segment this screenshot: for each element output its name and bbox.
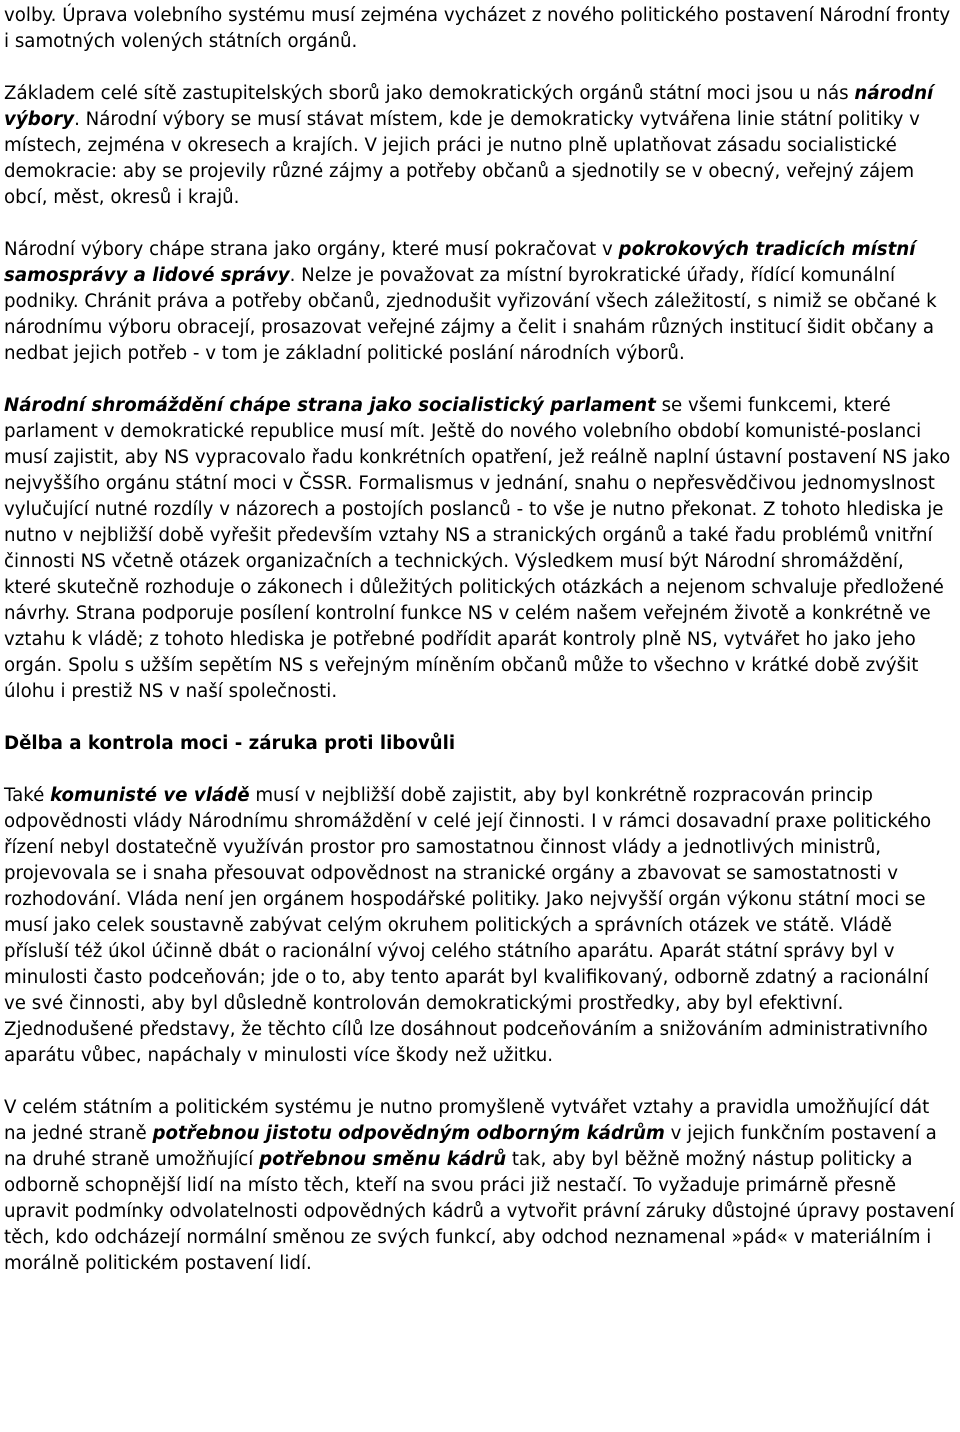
paragraph-gap <box>4 211 956 237</box>
paragraph-gap <box>4 55 956 81</box>
paragraph-gap <box>4 1069 956 1095</box>
paragraph-text: V celém státním a politickém systému je nutno promyšleně vytvářet vztahy a pravidla umožňující dát na jedné straně <box>4 1097 930 1144</box>
emphasis-text: Národní shromáždění chápe strana jako socialistický parlament <box>4 395 656 416</box>
paragraph-narodni-vybory-role <box>4 237 956 367</box>
paragraph-text: Národní výbory chápe strana jako orgány, které musí pokračovat v <box>4 239 619 260</box>
paragraph-text: Základem celé sítě zastupitelských sborů jako demokratických orgánů státní moci jsou u nás <box>4 83 855 104</box>
emphasis-text: potřebnou jistotu odpovědným odborným kádrům <box>152 1123 665 1144</box>
paragraph-text: volby. Úprava volebního systému musí zejména vycházet z nového politického postavení Národní fronty i samotných volených státních orgánů. <box>4 5 951 52</box>
paragraph-text: se všemi funkcemi, které parlament v demokratické republice musí mít. Ještě do nového volebního období komunisté-poslanci musí zajistit, aby NS vypracovalo řadu konkrétních opatření, jež reálně naplní ústavní postavení NS jako nejvyššího orgánu státní moci v ČSSR. Formalismus v jednání, snahu o nepřesvědčivou jednomyslnost vylučující nutné rozdíly v názorech a postojích poslanců - to vše je nutno překonat. Z tohoto hlediska je nutno v nejbližší době vyřešit především vztahy NS a stranických orgánů a také řadu problémů vnitřní činnosti NS včetně otázek organizačních a technických. Výsledkem musí být Národní shromáždění, které skutečně rozhoduje o zákonech i důležitých politických otázkách a nejenom schvaluje předložené návrhy. Strana podporuje posílení kontrolní funkce NS v celém našem veřejném životě a konkrétně ve vztahu k vládě; z tohoto hlediska je potřebné podřídit aparát kontroly plně NS, vytvářet ho jako jeho orgán. Spolu s užším sepětím NS s veřejným míněním občanů může to všechno v krátké době zvýšit úlohu i prestiž NS v naší společnosti. <box>4 395 951 702</box>
paragraph-volby <box>4 3 956 55</box>
emphasis-text: pokrokových tradicích místní samosprávy a lidové správy <box>4 239 916 286</box>
paragraph-text: . Národní výbory se musí stávat místem, kde je demokraticky vytvářena linie státní politiky v místech, zejména v okresech a krajích. V jejich práci je nutno plně uplatňovat zásadu socialistické demokracie: aby se projevily různé zájmy a potřeby občanů a sjednotily se v obecný, veřejný zájem obcí, měst, okresů i krajů. <box>4 109 920 208</box>
paragraph-gap <box>4 367 956 393</box>
paragraph-gap <box>4 757 956 783</box>
paragraph-text: tak, aby byl běžně možný nástup politicky a odborně schopnější lidí na místo těch, kteří na svou práci již nestačí. To vyžaduje primárně přesně upravit podmínky odvolatelnosti odpovědných kádrů a vytvořit právní záruky důstojné úpravy postavení těch, kdo odcházejí normální směnou ze svých funkcí, aby odchod neznamenal »pád« v materiálním i morálně politickém postavení lidí. <box>4 1149 955 1274</box>
emphasis-text: potřebnou směnu kádrů <box>259 1149 507 1170</box>
emphasis-text: národní výbory <box>4 83 934 130</box>
section-heading: Dělba a kontrola moci - záruka proti libovůli <box>4 733 456 754</box>
document-page <box>4 0 956 1277</box>
paragraph-kadry <box>4 1095 956 1277</box>
paragraph-narodni-vybory-basis <box>4 81 956 211</box>
paragraph-text: musí v nejbližší době zajistit, aby byl konkrétně rozpracován princip odpovědnosti vlády Národnímu shromáždění v celé její činnosti. I v rámci dosavadní praxe politického řízení nebyl dostatečně využíván prostor pro samostatnou činnost vlády a jednotlivých ministrů, projevovala se i snaha přesouvat odpovědnost na stranické orgány a zbavovat se samostatnosti v rozhodování. Vláda není jen orgánem hospodářské politiky. Jako nejvyšší orgán výkonu státní moci se musí jako celek soustavně zabývat celým okruhem politických a správních otázek ve státě. Vládě přísluší též úkol účinně dbát o racionální vývoj celého státního aparátu. Aparát státní správy byl v minulosti často podceňován; jde o to, aby tento aparát byl kvalifikovaný, odborně zdatný a racionální ve své činnosti, aby byl důsledně kontrolován demokratickými prostředky, aby byl efektivní. Zjednodušené představy, že těchto cílů lze dosáhnout podceňováním a snižováním administrativního aparátu vůbec, napáchaly v minulosti více škody než užitku. <box>4 785 932 1066</box>
paragraph-text: v jejich funkčním postavení a na druhé straně umožňující <box>4 1123 937 1170</box>
paragraph-komuniste-ve-vlade <box>4 783 956 1069</box>
paragraph-gap <box>4 705 956 731</box>
paragraph-text: Také <box>4 785 51 806</box>
paragraph-narodni-shromazdeni <box>4 393 956 705</box>
emphasis-text: komunisté ve vládě <box>50 785 250 806</box>
paragraph-text: . Nelze je považovat za místní byrokratické úřady, řídící komunální podniky. Chránit práva a potřeby občanů, zjednodušit vyřizování všech záležitostí, s nimiž se občané k národnímu výboru obracejí, prosazovat veřejné zájmy a čelit i snahám různých institucí šidit občany a nedbat jejich potřeb - v tom je základní politické poslání národních výborů. <box>4 265 937 364</box>
